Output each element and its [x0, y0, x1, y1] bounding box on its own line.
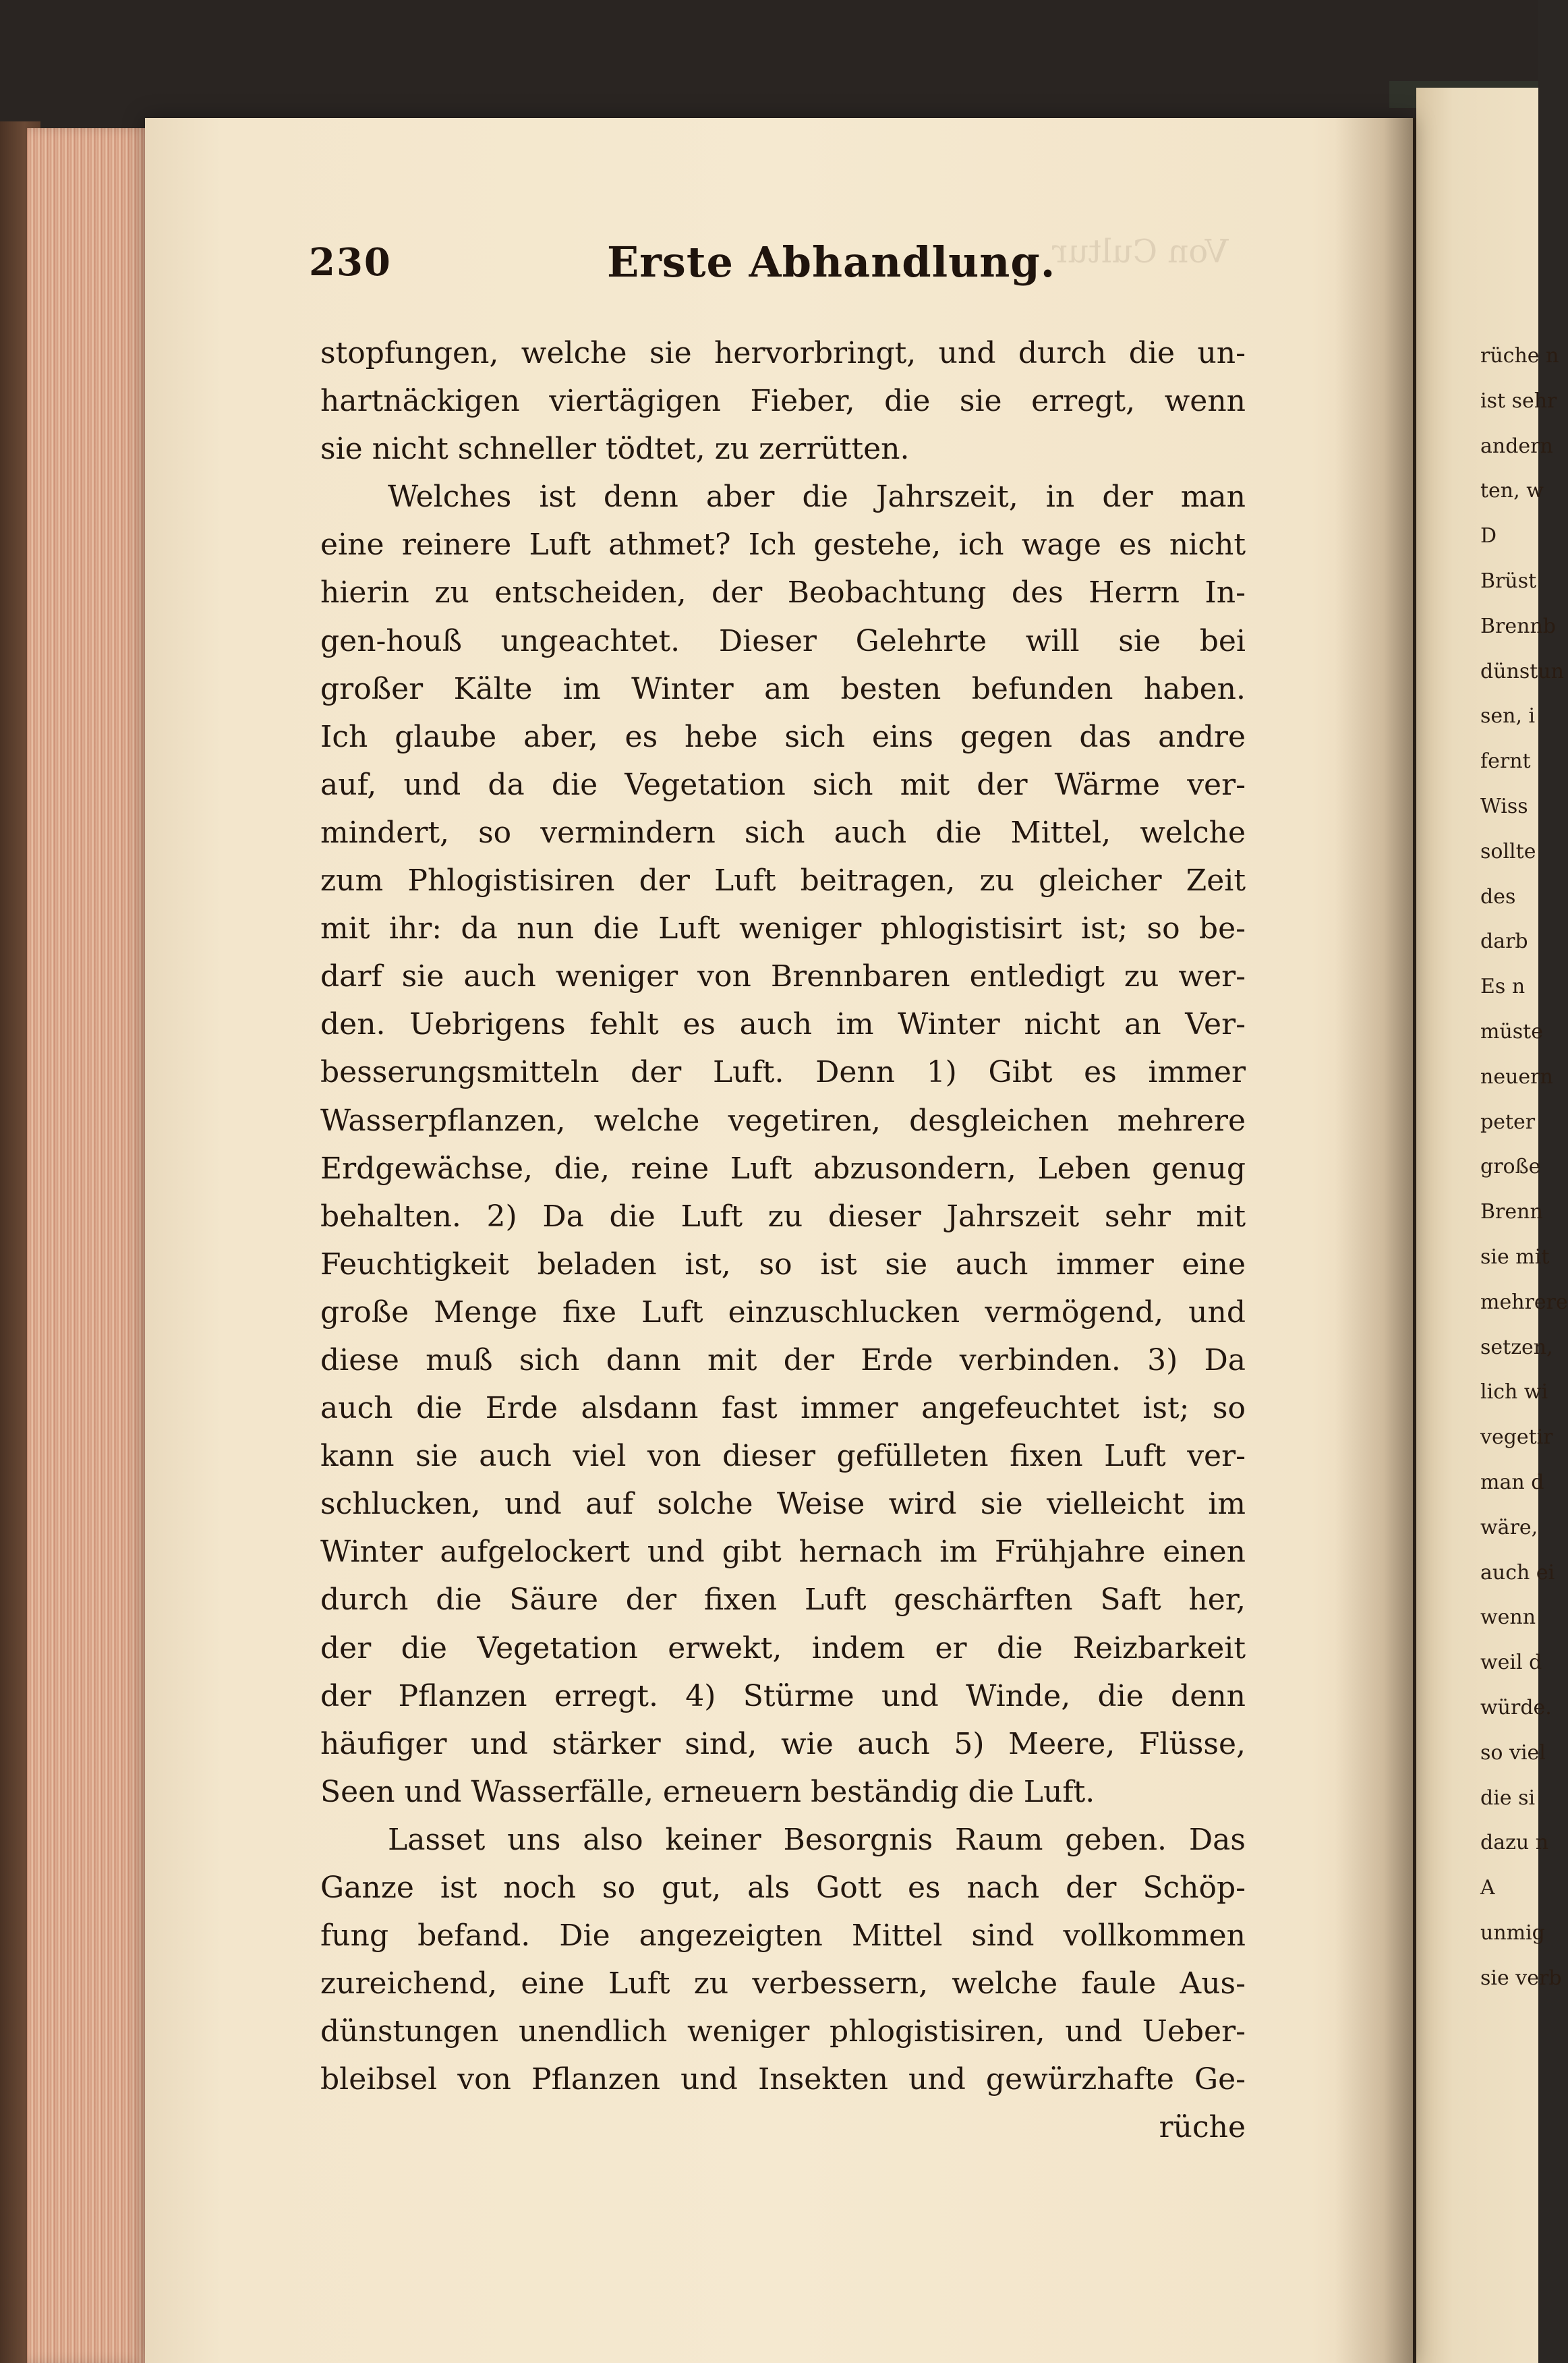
text-line: Wasserpflanzen, welche vegetiren, desgleichen mehrere: [320, 1103, 1246, 1138]
facing-page-fragment: ist sehr: [1480, 389, 1557, 413]
body-text: [320, 329, 1246, 2152]
facing-page-fragment: wenn: [1480, 1605, 1536, 1630]
facing-page-fragment: sie mit: [1480, 1245, 1550, 1269]
text-line: zum Phlogistisiren der Luft beitragen, zu gleicher Zeit: [320, 863, 1246, 899]
text-line: mindert, so vermindern sich auch die Mittel, welche: [320, 815, 1246, 850]
text-line: hartnäckigen viertägigen Fieber, die sie erregt, wenn: [320, 384, 1246, 419]
facing-page-fragment: darb: [1480, 930, 1528, 954]
facing-page-fragment: Brennb: [1480, 614, 1556, 638]
facing-page-fragment: lich wi: [1480, 1380, 1548, 1404]
text-line: fung befand. Die angezeigten Mittel sind vollkommen: [320, 1918, 1246, 1954]
text-line: sie nicht schneller tödtet, zu zerrütten.: [320, 432, 910, 467]
text-line: zureichend, eine Luft zu verbessern, welche faule Aus-: [320, 1966, 1246, 2001]
text-line: der die Vegetation erwekt, indem er die Reizbarkeit: [320, 1630, 1246, 1666]
facing-page-fragment: unmig: [1480, 1920, 1545, 1945]
facing-page-fragment: setzen,: [1480, 1335, 1553, 1359]
text-line: großer Kälte im Winter am besten befunden haben.: [320, 671, 1246, 706]
facing-page-fragment: A: [1480, 1876, 1495, 1900]
text-line: Feuchtigkeit beladen ist, so ist sie auch immer eine: [320, 1247, 1246, 1282]
page-number: 230: [309, 240, 392, 285]
text-line: Seen und Wasserfälle, erneuern beständig die Luft.: [320, 1774, 1095, 1809]
facing-page-fragment: dazu n: [1480, 1831, 1549, 1855]
facing-page-fragment: Brüst: [1480, 569, 1537, 593]
facing-page-fragment: so viel: [1480, 1740, 1546, 1765]
facing-page-fragment: Wiss: [1480, 794, 1528, 818]
text-line: rüche: [1159, 2110, 1246, 2145]
facing-page-fragment: sie verb: [1480, 1966, 1562, 1990]
facing-page-fragment: Es n: [1480, 975, 1526, 999]
text-line: durch die Säure der fixen Luft geschärften Saft her,: [320, 1583, 1246, 1618]
text-line: stopfungen, welche sie hervorbringt, und durch die un-: [320, 336, 1246, 370]
running-title: Erste Abhandlung.: [607, 237, 1056, 287]
facing-page-fragment: weil d: [1480, 1651, 1542, 1675]
text-line: auf, und da die Vegetation sich mit der Wärme ver-: [320, 767, 1246, 802]
text-line: Erdgewächse, die, reine Luft abzusondern, Leben genug: [320, 1151, 1246, 1186]
text-line: darf sie auch weniger von Brennbaren entledigt zu wer-: [320, 959, 1246, 994]
facing-page-fragment: rüche n: [1480, 344, 1559, 368]
show-through-text: Von Cultur: [1052, 233, 1229, 271]
text-line: große Menge fixe Luft einzuschlucken vermögend, und: [320, 1294, 1246, 1330]
facing-page-fragment: auch ei: [1480, 1560, 1555, 1585]
text-line: kann sie auch viel von dieser gefülleten fixen Luft ver-: [320, 1439, 1246, 1474]
facing-page-fragment: neuern: [1480, 1064, 1553, 1089]
facing-page-fragment: ten, w: [1480, 479, 1544, 503]
stacked-page-edges: [27, 128, 155, 2363]
facing-page-fragment: Brenn: [1480, 1200, 1543, 1224]
text-line: den. Uebrigens fehlt es auch im Winter nicht an Ver-: [320, 1007, 1246, 1042]
text-line: der Pflanzen erregt. 4) Stürme und Winde, die denn: [320, 1678, 1246, 1713]
text-line: besserungsmitteln der Luft. Denn 1) Gibt es immer: [320, 1055, 1246, 1090]
text-line: Ganze ist noch so gut, als Gott es nach der Schöp-: [320, 1871, 1246, 1905]
facing-page-fragment: andern: [1480, 434, 1553, 458]
text-line: häufiger und stärker sind, wie auch 5) Meere, Flüsse,: [320, 1726, 1246, 1761]
facing-page-fragment: mehrere: [1480, 1290, 1568, 1314]
text-line: Lasset uns also keiner Besorgnis Raum geben. Das: [388, 1822, 1246, 1857]
facing-page-fragment: die si: [1480, 1786, 1536, 1810]
text-line: behalten. 2) Da die Luft zu dieser Jahrszeit sehr mit: [320, 1199, 1246, 1234]
text-line: auch die Erde alsdann fast immer angefeuchtet ist; so: [320, 1391, 1246, 1426]
facing-page-fragment: peter: [1480, 1110, 1536, 1134]
text-line: gen-houß ungeachtet. Dieser Gelehrte will sie bei: [320, 623, 1246, 658]
facing-page-fragment: dünstun: [1480, 659, 1564, 683]
facing-page-fragment: D: [1480, 524, 1497, 548]
text-line: Ich glaube aber, es hebe sich eins gegen das andre: [320, 719, 1246, 754]
facing-page-fragment: sollte: [1480, 839, 1536, 863]
text-line: mit ihr: da nun die Luft weniger phlogistisirt ist; so be-: [320, 911, 1246, 946]
text-line: eine reinere Luft athmet? Ich gestehe, ich wage es nicht: [320, 528, 1246, 563]
text-line: Winter aufgelockert und gibt hernach im Frühjahre einen: [320, 1535, 1246, 1570]
facing-page-fragment: würde.: [1480, 1695, 1552, 1719]
facing-page-fragment: müste: [1480, 1019, 1543, 1044]
facing-page-fragment: vegetir: [1480, 1425, 1553, 1450]
text-line: bleibsel von Pflanzen und Insekten und gewürzhafte Ge-: [320, 2062, 1246, 2097]
text-line: dünstungen unendlich weniger phlogistisiren, und Ueber-: [320, 2014, 1246, 2049]
text-line: hierin zu entscheiden, der Beobachtung des Herrn In-: [320, 575, 1246, 610]
facing-page-text-fragments: [1480, 334, 1568, 2001]
page-gutter-shadow: [1335, 118, 1416, 2363]
facing-page-fragment: des: [1480, 884, 1516, 909]
facing-page-fragment: fernt: [1480, 749, 1531, 774]
text-line: schlucken, und auf solche Weise wird sie vielleicht im: [320, 1487, 1246, 1522]
text-line: Welches ist denn aber die Jahrszeit, in der man: [388, 480, 1246, 515]
facing-page-fragment: man d: [1480, 1470, 1544, 1494]
facing-page-fragment: wäre,: [1480, 1515, 1538, 1539]
facing-page-fragment: sen, i: [1480, 704, 1536, 729]
text-line: diese muß sich dann mit der Erde verbinden. 3) Da: [320, 1342, 1246, 1377]
facing-page-fragment: große: [1480, 1155, 1541, 1179]
